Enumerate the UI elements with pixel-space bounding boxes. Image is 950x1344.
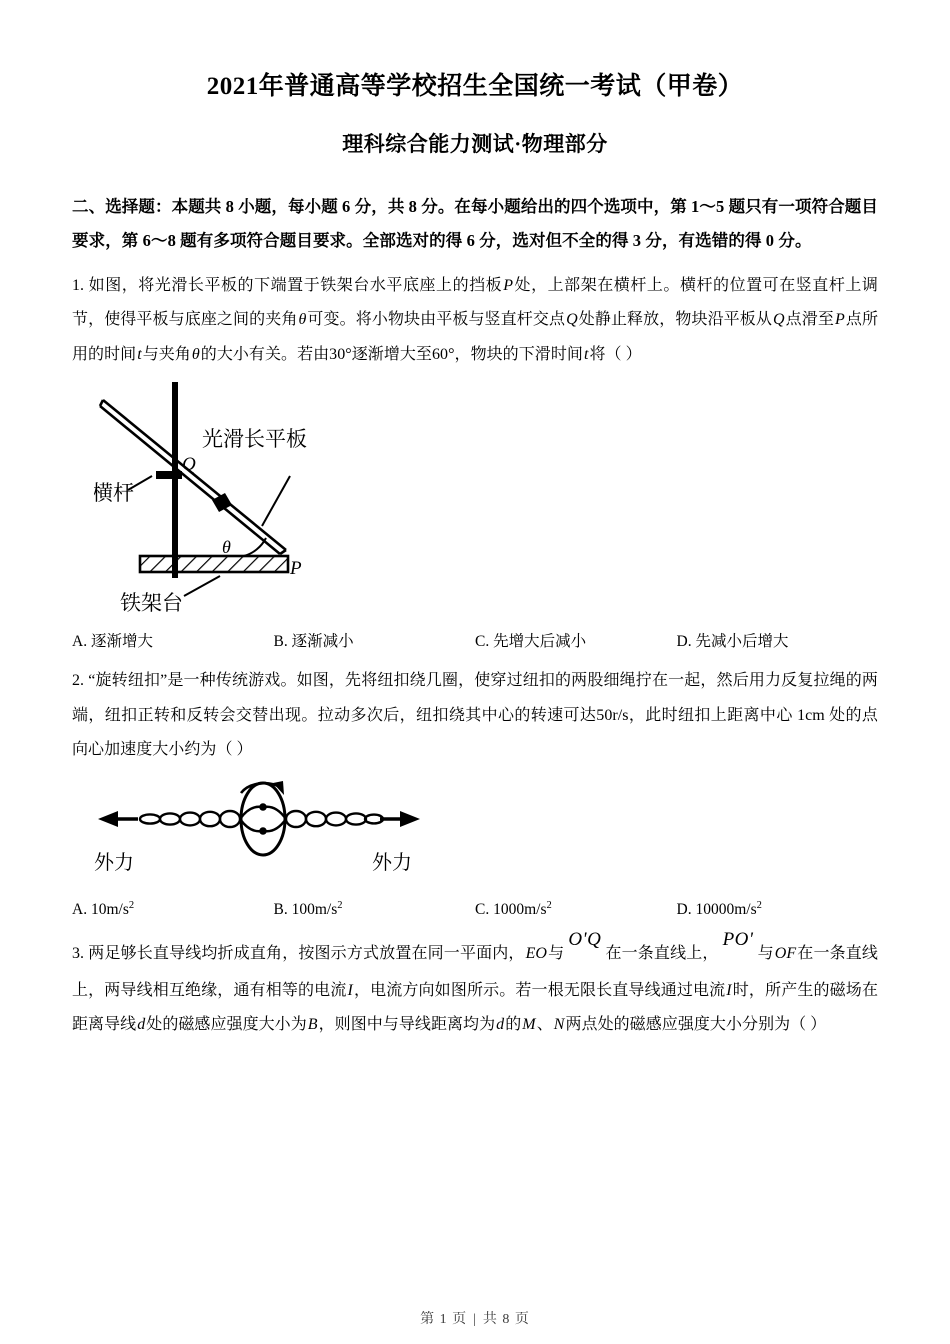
right-force-label: 外力 — [372, 852, 412, 875]
question-1 — [72, 269, 878, 372]
question-3-text-p1: 两足够长直导线均折成直角，按图示方式放置在同一平面内， — [88, 944, 525, 962]
point-q-label: Q — [182, 453, 196, 475]
option-2-A-text: 10m/s — [90, 901, 129, 919]
option-1-D-letter: D. — [676, 632, 692, 650]
point-p-label: P — [290, 557, 302, 579]
option-2-D-sup: 2 — [756, 900, 762, 912]
question-1-number: 1. — [72, 276, 85, 294]
option-2-B-sup: 2 — [337, 900, 343, 912]
option-2-C-sup: 2 — [546, 900, 552, 912]
question-3-var-B: B — [307, 1015, 318, 1033]
question-3-var-I: I — [347, 981, 353, 999]
vertical-rod — [172, 382, 178, 578]
question-3-text-p5: 在一条直线上，两导线相互绝缘，通有相等的电流 — [72, 944, 878, 999]
option-2-A-sup: 2 — [128, 900, 135, 912]
question-1-text-p6: 点所用的时间 — [72, 311, 879, 363]
crossbar-mark — [156, 471, 182, 479]
plate-lower-edge — [103, 400, 286, 550]
question-2-number: 2. — [72, 672, 85, 690]
option-2-B-text: 100m/s — [291, 901, 338, 919]
question-1-var-P: P — [503, 276, 514, 294]
option-2-B-letter: B. — [273, 901, 288, 919]
question-3-var-N: N — [553, 1015, 565, 1033]
option-1-B-text: 逐渐减小 — [291, 632, 354, 650]
option-2-B[interactable] — [274, 898, 476, 921]
question-1-text-p1: 如图，将光滑长平板的下端置于铁架台水平底座上的挡板 — [88, 276, 503, 294]
button-hole-bottom — [259, 828, 267, 836]
option-1-C-letter: C. — [475, 632, 490, 650]
question-1-var-theta: θ — [298, 311, 307, 329]
question-3-text-p4: 与 — [757, 944, 774, 962]
question-1-var-t2: t — [583, 345, 589, 363]
question-3-text-p11: 、 — [536, 1015, 553, 1033]
footer-separator: | — [473, 1312, 477, 1327]
left-force-arrow-head — [98, 811, 118, 827]
question-3-text-p2: 与 — [548, 944, 565, 962]
right-force-arrow-head — [400, 811, 420, 827]
question-3-number: 3. — [72, 944, 85, 962]
button-hole-top — [259, 804, 267, 812]
question-3-text-p8: 处的磁感应强度大小为 — [146, 1015, 307, 1033]
question-1-text-p3: 可变。将小物块由平板与竖直杆交点 — [307, 311, 566, 329]
option-1-A-text: 逐渐增大 — [90, 632, 153, 650]
crossbar-label: 横杆 — [94, 481, 134, 505]
stand-base — [140, 556, 288, 572]
option-1-A-letter: A. — [72, 632, 88, 650]
question-3-text-p9: ，则图中与导线距离均为 — [318, 1015, 496, 1033]
option-1-D-text: 先减小后增大 — [695, 632, 789, 650]
question-1-var-Q: Q — [566, 311, 578, 329]
question-3-text-p12: 两点处的磁感应强度大小分别为（ ） — [565, 1015, 827, 1033]
question-3 — [72, 928, 878, 1043]
footer-current-page: 第 1 页 — [420, 1312, 468, 1327]
option-2-C-letter: C. — [475, 901, 490, 919]
figure-question-1 — [94, 378, 878, 618]
question-1-var-t: t — [137, 345, 142, 363]
page-footer — [0, 1308, 950, 1328]
question-3-text-p3: 在一条直线上， — [605, 944, 719, 962]
question-1-var-P2: P — [834, 311, 845, 329]
option-2-D[interactable] — [677, 898, 879, 921]
question-3-raised-OQ: O'Q — [568, 928, 602, 950]
question-1-text-p5: 点滑至 — [785, 311, 834, 329]
question-3-var-EO: EO — [525, 944, 548, 962]
option-1-C[interactable] — [475, 630, 677, 653]
button-body — [241, 783, 285, 855]
question-3-raised-PO: PO' — [722, 928, 754, 950]
left-force-label: 外力 — [94, 852, 134, 875]
page-title: 2021年普通高等学校招生全国统一考试（甲卷） — [206, 73, 744, 100]
sliding-block — [212, 493, 232, 512]
question-3-text-p7: 时，所产生的磁场在距离导线 — [72, 981, 878, 1033]
option-1-D[interactable] — [677, 630, 879, 653]
footer-total-pages: 共 8 页 — [482, 1312, 530, 1327]
inclined-plate-stand-diagram — [94, 378, 434, 613]
option-2-C-text: 1000m/s — [493, 901, 547, 919]
question-3-var-d2: d — [496, 1015, 505, 1033]
option-2-C[interactable] — [475, 898, 677, 921]
question-3-text-p10: 的 — [505, 1015, 522, 1033]
plate-end-cap — [100, 400, 103, 406]
option-1-B-letter: B. — [273, 632, 288, 650]
question-1-text-p4: 处静止释放，物块沿平板从 — [578, 311, 772, 329]
figure-question-2 — [84, 773, 878, 886]
option-1-B[interactable] — [274, 630, 476, 653]
option-1-C-text: 先增大后减小 — [493, 632, 587, 650]
option-2-D-letter: D. — [676, 901, 692, 919]
question-1-var-Q2: Q — [772, 311, 785, 329]
plate-foot-cap — [280, 550, 286, 554]
plate-label-leader — [262, 476, 290, 526]
question-3-text-p6: ，电流方向如图所示。若一根无限长直导线通过电流 — [353, 981, 726, 999]
question-1-text-p2: 处，上部架在横杆上。横杆的位置可在竖直杆上调节，使得平板与底座之间的夹角 — [72, 276, 878, 329]
option-2-D-text: 10000m/s — [695, 901, 757, 919]
question-3-var-M: M — [522, 1015, 536, 1033]
question-3-var-I2: I — [726, 981, 732, 999]
question-3-var-d: d — [137, 1015, 146, 1033]
plate-label: 光滑长平板 — [202, 427, 307, 451]
option-2-A[interactable] — [72, 898, 274, 921]
question-3-var-OF: OF — [774, 944, 797, 962]
question-2-text: “旋转纽扣”是一种传统游戏。如图，先将纽扣绕几圈，使穿过纽扣的两股细绳拧在一起，然后用力反复拉绳的两端，纽扣正转和反转会交替出现。拉动多次后，纽扣绕其中心的转速可达50r/s，此时纽扣上距离中心 1cm 处的点向心加速度大小约为（ ） — [72, 672, 878, 759]
question-2 — [72, 664, 878, 767]
question-1-var-theta2: θ — [191, 345, 200, 363]
option-2-A-letter: A. — [72, 901, 88, 919]
question-1-text-p7: 与夹角 — [142, 345, 191, 363]
page-subtitle: 理科综合能力测试·物理部分 — [342, 132, 608, 156]
spinning-button-diagram — [84, 773, 434, 881]
twisted-string-right — [286, 811, 383, 827]
stand-label: 铁架台 — [120, 591, 183, 613]
option-1-A[interactable] — [72, 630, 274, 653]
section-heading: 二、选择题：本题共 8 小题，每小题 6 分，共 8 分。在每小题给出的四个选项中，第 1～5 题只有一项符合题目要求，第 6～8 题有多项符合题目要求。全部选对的得 6 分，选对但不全的得 3 分，有选错的得 0 分。 — [72, 197, 878, 250]
question-1-text-p8: 的大小有关。若由30°逐渐增大至60°，物块的下滑时间 — [200, 345, 583, 363]
stand-label-leader — [184, 576, 220, 596]
question-1-options — [72, 630, 878, 653]
angle-theta-label: θ — [222, 536, 231, 557]
twisted-string-left — [140, 811, 240, 827]
question-2-options — [72, 898, 878, 921]
question-1-text-p9: 将（ ） — [589, 345, 642, 363]
